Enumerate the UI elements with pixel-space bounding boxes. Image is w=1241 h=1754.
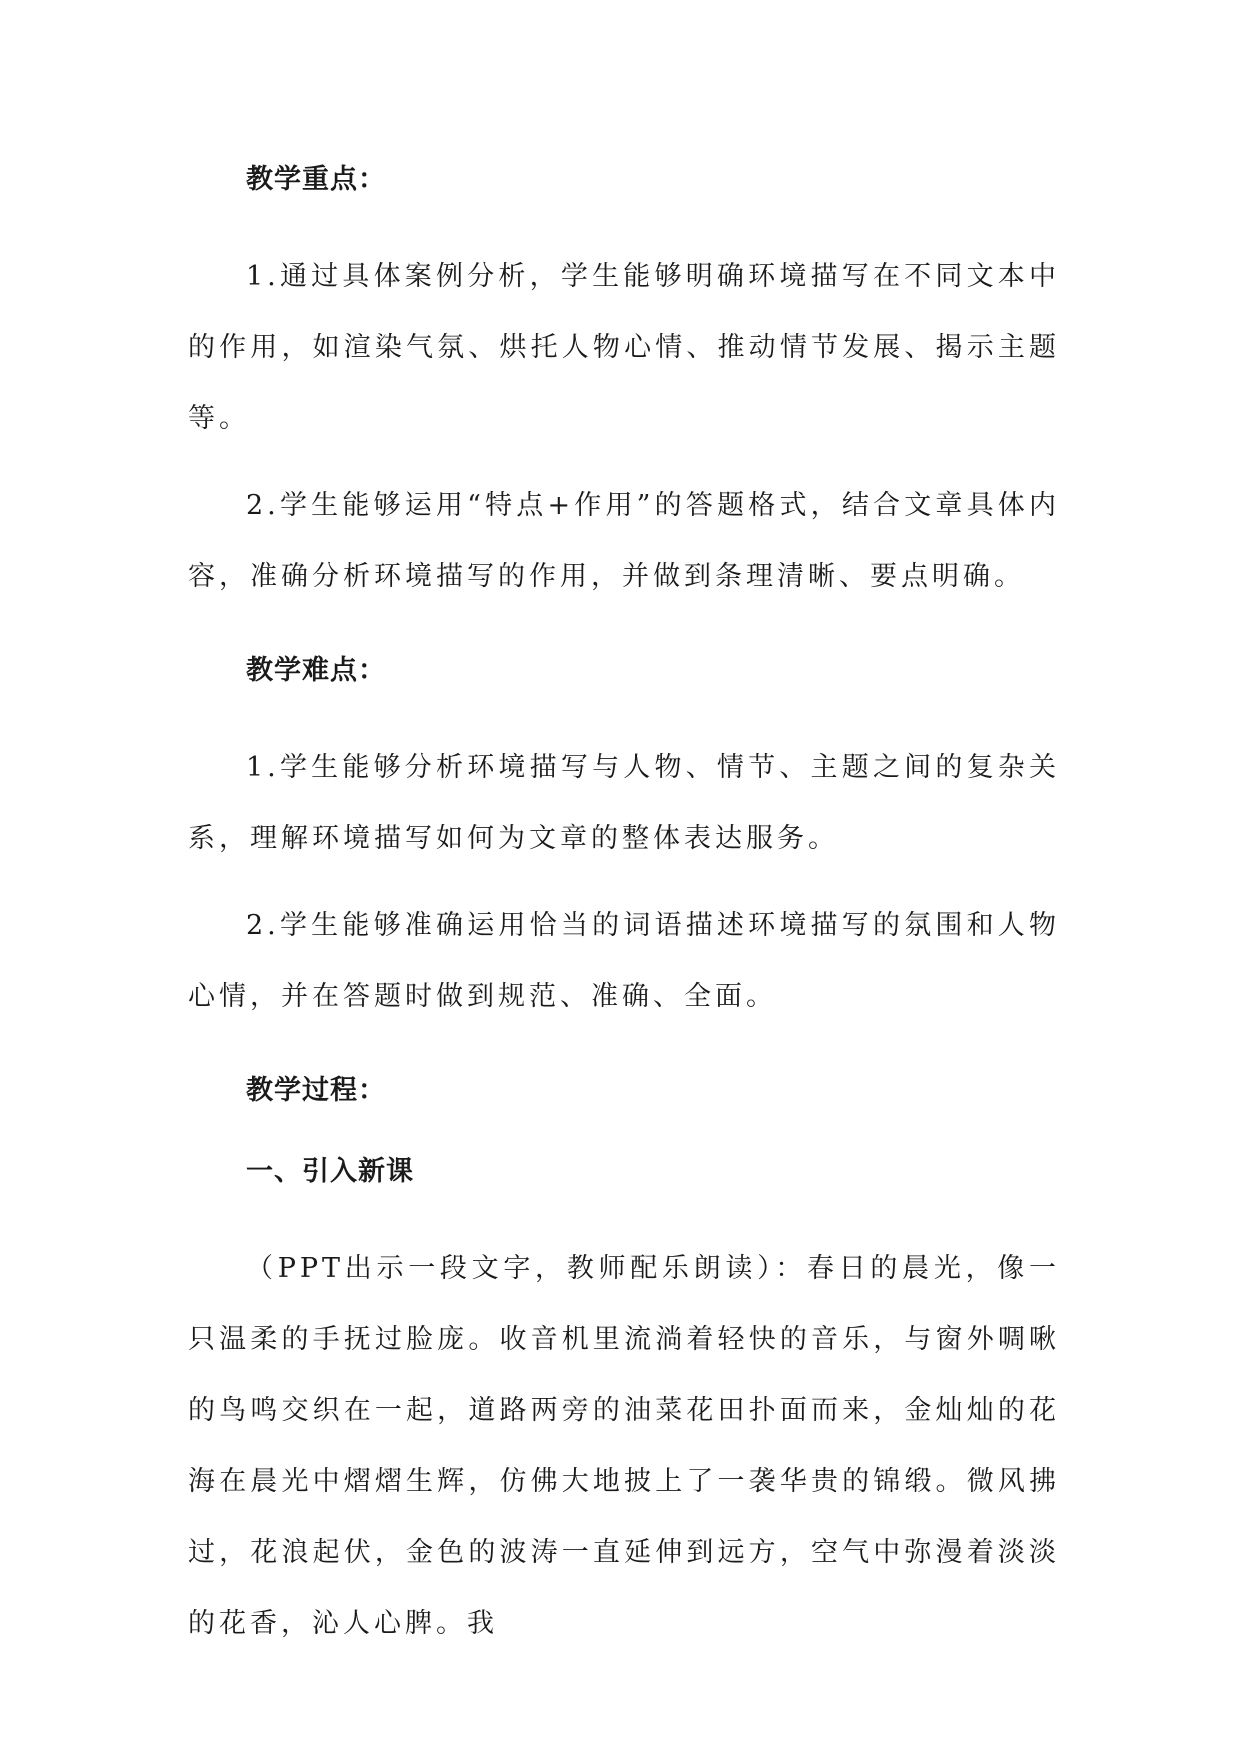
document-body [188, 160, 1060, 1659]
difficulties-heading: 教学难点： [246, 655, 386, 686]
key-point-2: 2.学生能够运用“特点+作用”的答题格式，结合文章具体内容，准确分析环境描写的作用，并做到条理清晰、要点明确。 [188, 490, 1060, 592]
difficulty-1: 1.学生能够分析环境描写与人物、情节、主题之间的复杂关系，理解环境描写如何为文章的整体表达服务。 [188, 752, 1060, 854]
key-point-1: 1.通过具体案例分析，学生能够明确环境描写在不同文本中的作用，如渲染气氛、烘托人物心情、推动情节发展、揭示主题等。 [188, 261, 1060, 434]
intro-paragraph: （PPT出示一段文字，教师配乐朗读）：春日的晨光，像一只温柔的手抚过脸庞。收音机里流淌着轻快的音乐，与窗外啁啾的鸟鸣交织在一起，道路两旁的油菜花田扑面而来，金灿灿的花海在晨光中熠熠生辉，仿佛大地披上了一袭华贵的锦缎。微风拂过，花浪起伏，金色的波涛一直延伸到远方，空气中弥漫着淡淡的花香，沁人心脾。我 [188, 1253, 1060, 1639]
difficulty-2: 2.学生能够准确运用恰当的词语描述环境描写的氛围和人物心情，并在答题时做到规范、准确、全面。 [188, 910, 1060, 1012]
process-subheading: 一、引入新课 [246, 1156, 414, 1187]
key-points-heading: 教学重点： [246, 164, 386, 195]
process-heading: 教学过程： [246, 1075, 386, 1106]
